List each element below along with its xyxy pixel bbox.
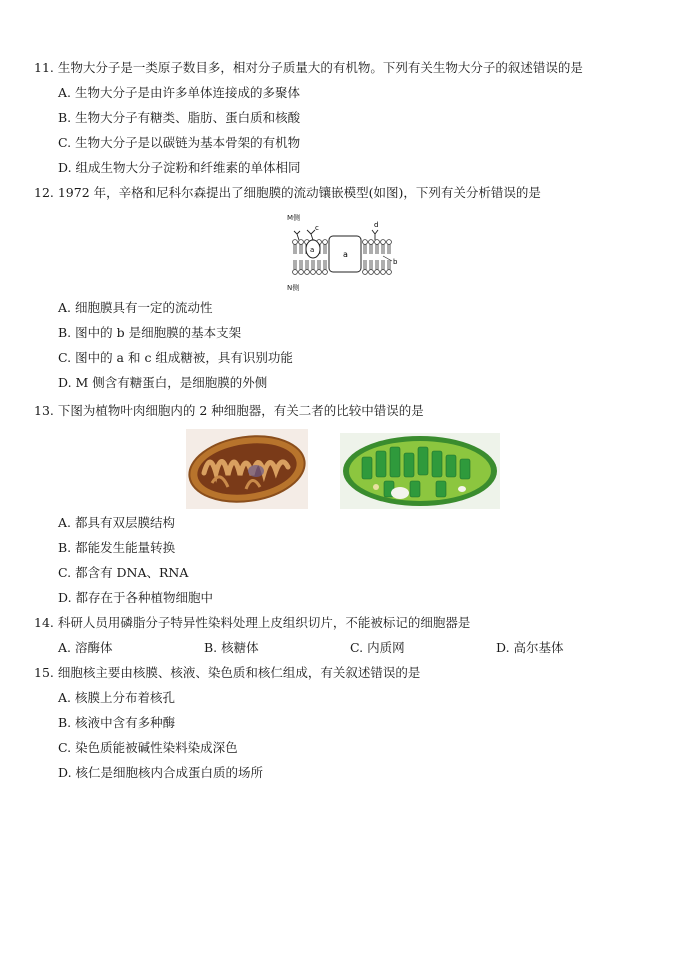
phospholipid-head — [363, 240, 368, 245]
phospholipid-head — [375, 240, 380, 245]
q11-option-a: A. 生物大分子是由许多单体连接成的多聚体 — [58, 85, 300, 100]
phospholipid-head — [323, 270, 328, 275]
chloroplast-image — [340, 433, 500, 509]
q15-option-a: A. 核膜上分布着核孔 — [58, 690, 175, 705]
mitochondrion-image — [186, 429, 308, 509]
glycolipid-left — [294, 231, 300, 240]
q11-option-d: D. 组成生物大分子淀粉和纤维素的单体相同 — [58, 160, 301, 175]
phospholipid-tail — [300, 244, 302, 254]
n-side-label: N侧 — [287, 284, 300, 292]
phospholipid-head — [369, 240, 374, 245]
phospholipid-head — [311, 270, 316, 275]
q11-option-b: B. 生物大分子有糖类、脂肪、蛋白质和核酸 — [58, 110, 301, 125]
q12-option-a: A. 细胞膜具有一定的流动性 — [58, 300, 213, 315]
phospholipid-tail — [294, 244, 296, 254]
q15-option-d: D. 核仁是细胞核内合成蛋白质的场所 — [58, 765, 264, 780]
phospholipid-tail — [370, 244, 372, 254]
cell-membrane-diagram — [285, 212, 405, 296]
q13-stem: 13. 下图为植物叶肉细胞内的 2 种细胞器，有关二者的比较中错误的是 — [34, 403, 424, 418]
q14-option-c: C. 内质网 — [350, 640, 405, 655]
phospholipid-head — [381, 270, 386, 275]
phospholipid-tail — [388, 244, 390, 254]
q12-stem: 12. 1972 年，辛格和尼科尔森提出了细胞膜的流动镶嵌模型(如图)，下列有关分析错误的是 — [34, 185, 541, 200]
q15-stem: 15. 细胞核主要由核膜、核液、染色质和核仁组成，有关叙述错误的是 — [34, 665, 421, 680]
phospholipid-tail — [294, 260, 296, 270]
phospholipid-head — [305, 270, 310, 275]
q15-option-b: B. 核液中含有多种酶 — [58, 715, 176, 730]
phospholipid-tail — [324, 244, 326, 254]
phospholipid-tail — [388, 260, 390, 270]
glycolipid-d — [372, 230, 378, 240]
q13-option-d: D. 都存在于各种植物细胞中 — [58, 590, 214, 605]
phospholipid-head — [387, 240, 392, 245]
q11-option-c: C. 生物大分子是以碳链为基本骨架的有机物 — [58, 135, 301, 150]
q13-option-b: B. 都能发生能量转换 — [58, 540, 176, 555]
q14-option-d: D. 高尔基体 — [496, 640, 564, 655]
phospholipid-head — [375, 270, 380, 275]
phospholipid-head — [363, 270, 368, 275]
phospholipid-head — [381, 240, 386, 245]
q12-option-c: C. 图中的 a 和 c 组成糖被，具有识别功能 — [58, 350, 293, 365]
sugar-chain-c — [307, 230, 315, 240]
phospholipid-head — [317, 270, 322, 275]
phospholipid-head — [369, 270, 374, 275]
m-side-label: M侧 — [287, 214, 301, 222]
q12-option-b: B. 图中的 b 是细胞膜的基本支架 — [58, 325, 242, 340]
phospholipid-head — [299, 240, 304, 245]
phospholipid-head — [299, 270, 304, 275]
phospholipid-head — [293, 270, 298, 275]
phospholipid-tail — [300, 260, 302, 270]
label-a-small: a — [310, 246, 315, 254]
q14-stem: 14. 科研人员用磷脂分子特异性染料处理上皮组织切片，不能被标记的细胞器是 — [34, 615, 471, 630]
phospholipid-tail — [376, 260, 378, 270]
q15-option-c: C. 染色质能被碱性染料染成深色 — [58, 740, 238, 755]
label-a-large: a — [343, 250, 348, 259]
q14-option-a: A. 溶酶体 — [58, 640, 113, 655]
phospholipid-tail — [364, 260, 366, 270]
phospholipid-tail — [364, 244, 366, 254]
phospholipid-tail — [382, 244, 384, 254]
phospholipid-tail — [306, 260, 308, 270]
phospholipid-head — [293, 240, 298, 245]
phospholipid-tail — [312, 260, 314, 270]
phospholipid-tail — [376, 244, 378, 254]
q11-stem: 11. 生物大分子是一类原子数目多，相对分子质量大的有机物。下列有关生物大分子的叙述错误的是 — [34, 60, 583, 75]
phospholipid-head — [323, 240, 328, 245]
q12-option-d: D. M 侧含有糖蛋白，是细胞膜的外侧 — [58, 375, 268, 390]
phospholipid-tail — [382, 260, 384, 270]
label-d: d — [374, 221, 379, 229]
label-c: c — [315, 224, 319, 232]
q13-option-a: A. 都具有双层膜结构 — [58, 515, 175, 530]
q14-option-b: B. 核糖体 — [204, 640, 259, 655]
label-b: b — [393, 258, 398, 266]
phospholipid-tail — [318, 260, 320, 270]
phospholipid-tail — [324, 260, 326, 270]
q13-option-c: C. 都含有 DNA、RNA — [58, 565, 189, 580]
phospholipid-tail — [370, 260, 372, 270]
phospholipid-head — [387, 270, 392, 275]
